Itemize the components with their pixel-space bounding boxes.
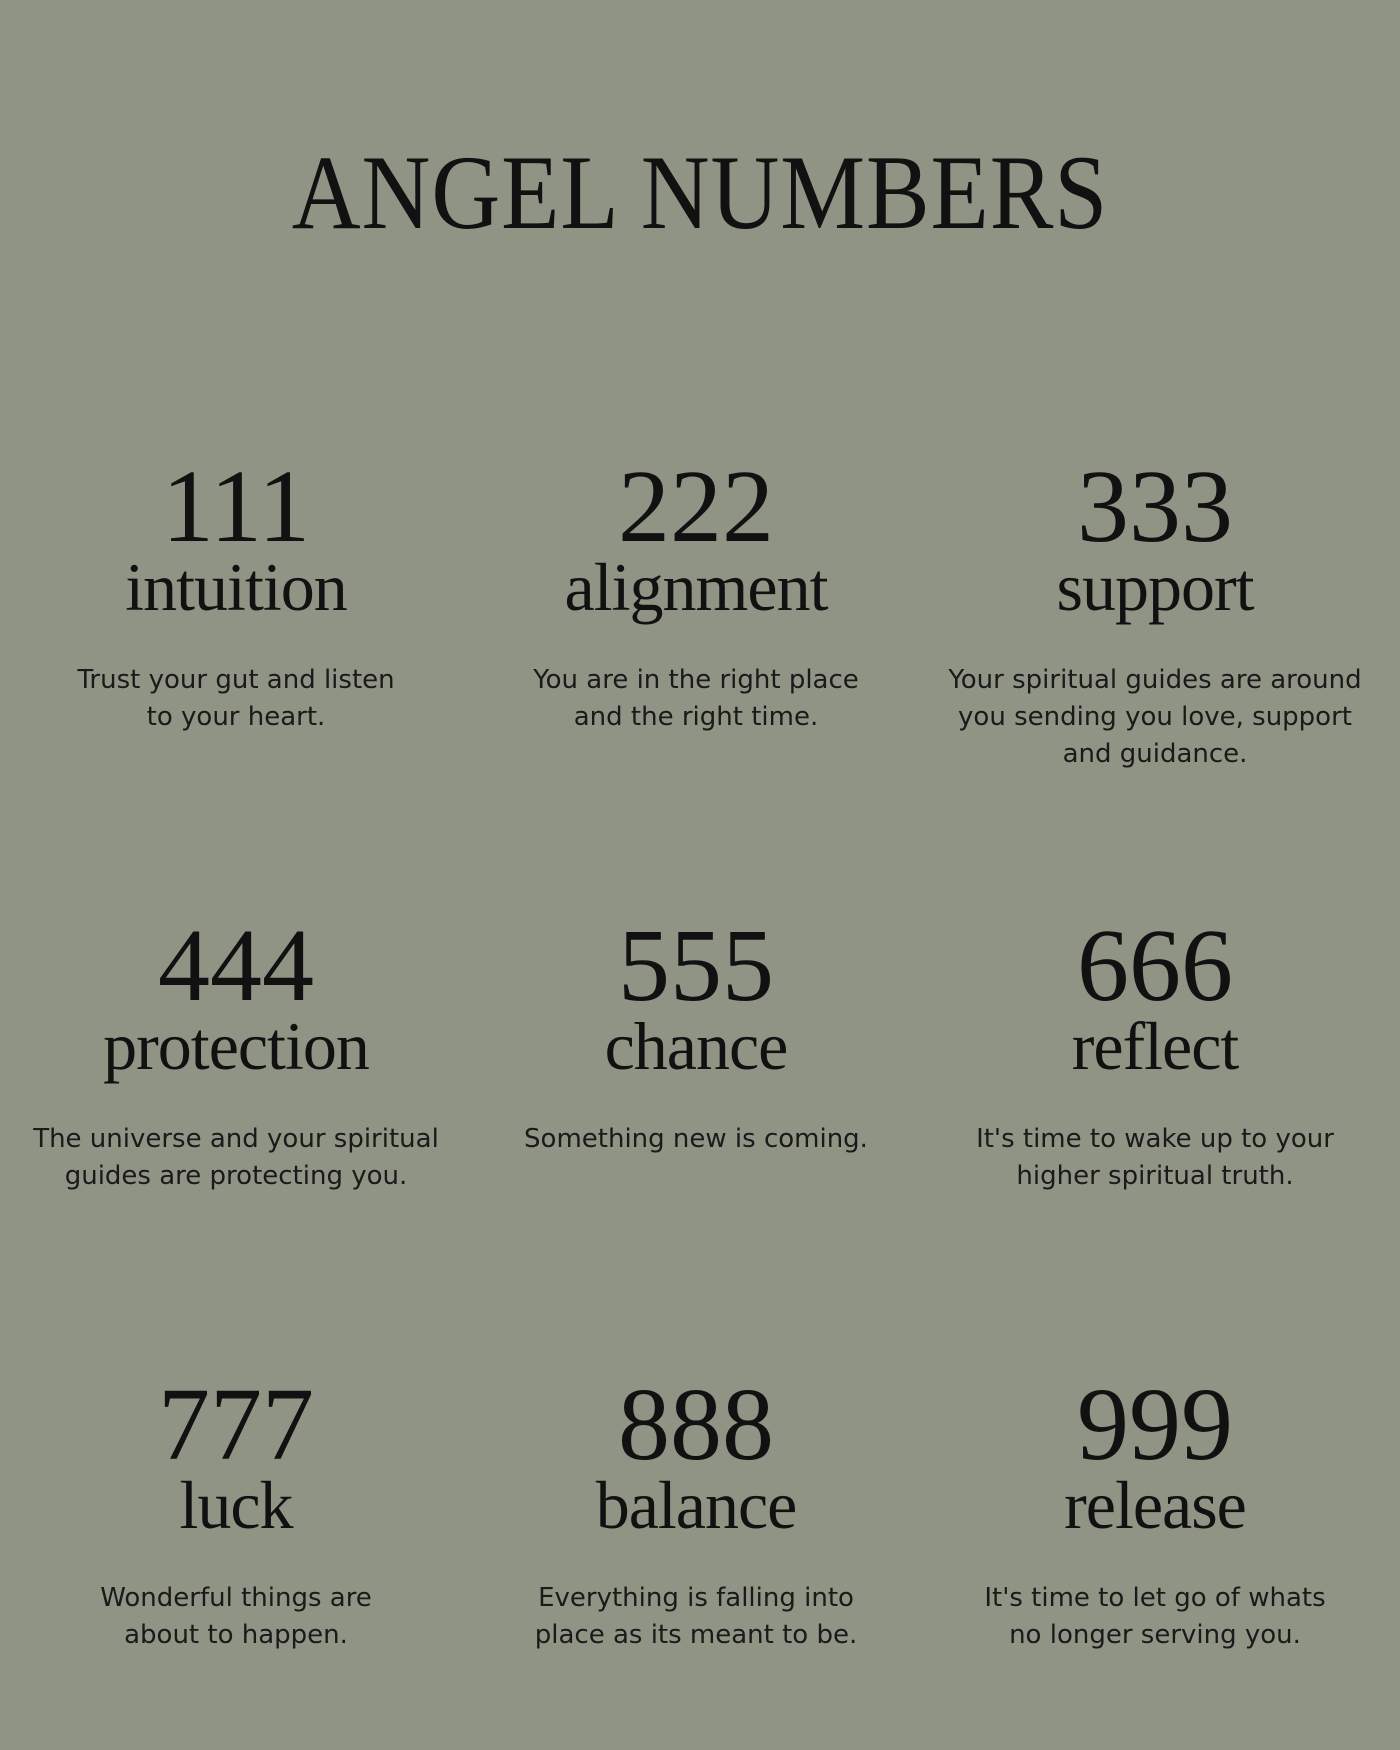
angel-number-meaning: luck bbox=[179, 1467, 293, 1543]
angel-number-meaning: release bbox=[1064, 1467, 1246, 1543]
angel-number-description: It's time to let go of whats no longer serving you. bbox=[984, 1583, 1326, 1650]
angel-number-meaning: protection bbox=[103, 1008, 369, 1084]
angel-number: 555 bbox=[618, 908, 774, 1023]
angel-number-card bbox=[925, 1367, 1385, 1654]
angel-number-description: Everything is falling into place as its meant to be. bbox=[534, 1583, 858, 1650]
angel-number-meaning: alignment bbox=[564, 549, 828, 625]
angel-number: 777 bbox=[158, 1367, 314, 1482]
angel-number-meaning: reflect bbox=[1071, 1008, 1239, 1084]
angel-number: 111 bbox=[161, 449, 311, 564]
angel-number-card bbox=[6, 1367, 466, 1654]
angel-number-description: It's time to wake up to your higher spiritual truth. bbox=[976, 1124, 1334, 1191]
angel-number-card bbox=[6, 449, 466, 736]
angel-number: 888 bbox=[618, 1367, 774, 1482]
angel-number-card bbox=[466, 1367, 926, 1654]
angel-number-meaning: chance bbox=[604, 1008, 788, 1084]
angel-number-meaning: intuition bbox=[125, 549, 347, 625]
angel-number-description: Trust your gut and listen to your heart. bbox=[77, 665, 395, 732]
angel-number-card bbox=[925, 908, 1385, 1195]
angel-number-card bbox=[6, 908, 466, 1195]
page-title: ANGEL NUMBERS bbox=[291, 134, 1109, 251]
angel-number-description: The universe and your spiritual guides are protecting you. bbox=[33, 1124, 439, 1191]
angel-number-meaning: balance bbox=[595, 1467, 797, 1543]
angel-number-card bbox=[466, 908, 926, 1158]
angel-number-description: Your spiritual guides are around you sending you love, support and guidance. bbox=[948, 665, 1362, 769]
angel-number-card bbox=[466, 449, 926, 736]
angel-number-description: Wonderful things are about to happen. bbox=[100, 1583, 372, 1650]
angel-number: 444 bbox=[158, 908, 314, 1023]
angel-number: 333 bbox=[1077, 449, 1233, 564]
angel-number-meaning: support bbox=[1056, 549, 1254, 625]
angel-number-card bbox=[925, 449, 1385, 773]
angel-number-description: Something new is coming. bbox=[524, 1124, 868, 1154]
angel-number-description: You are in the right place and the right time. bbox=[533, 665, 859, 732]
angel-number: 222 bbox=[618, 449, 774, 564]
angel-number: 999 bbox=[1077, 1367, 1233, 1482]
angel-number: 666 bbox=[1077, 908, 1233, 1023]
